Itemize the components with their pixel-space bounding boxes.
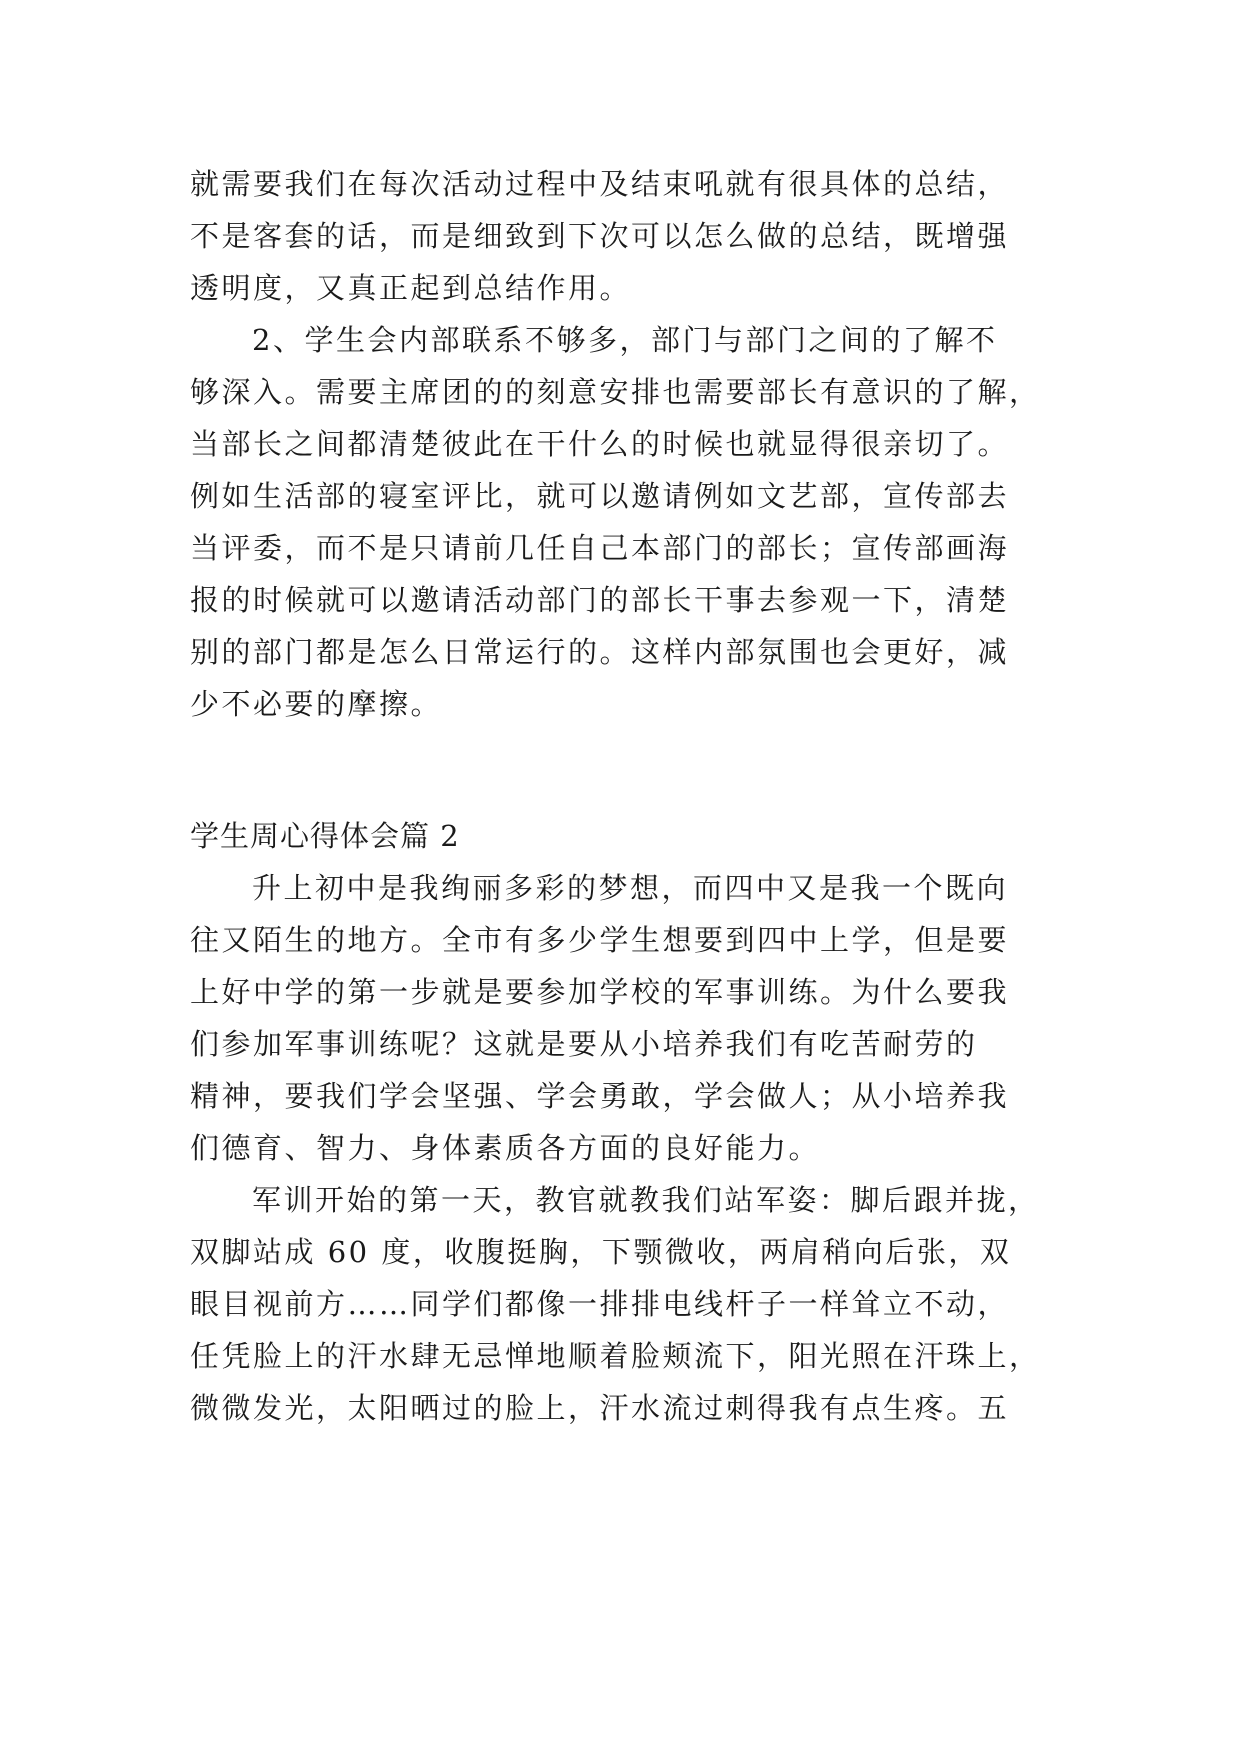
text-line: 上好中学的第一步就是要参加学校的军事训练。为什么要我 xyxy=(190,975,1010,1009)
document-body xyxy=(190,158,1054,1434)
text-line: 2、学生会内部联系不够多，部门与部门之间的了解不 xyxy=(252,323,998,357)
paragraph-intro xyxy=(190,862,1054,1174)
text-line: 透明度，又真正起到总结作用。 xyxy=(190,271,632,305)
paragraph-continued xyxy=(190,158,1054,314)
text-line: 往又陌生的地方。全市有多少学生想要到四中上学，但是要 xyxy=(190,923,1010,957)
text-line: 们德育、智力、身体素质各方面的良好能力。 xyxy=(190,1131,821,1165)
text-line: 升上初中是我绚丽多彩的梦想，而四中又是我一个既向 xyxy=(252,871,1009,905)
text-line: 精神，要我们学会坚强、学会勇敢，学会做人；从小培养我 xyxy=(190,1079,1010,1113)
text-line: 眼目视前方……同学们都像一排排电线杆子一样耸立不动， xyxy=(190,1287,1010,1321)
text-line: 不是客套的话，而是细致到下次可以怎么做的总结，既增强 xyxy=(190,219,1010,253)
paragraph-item-2 xyxy=(190,314,1054,730)
text-line: 当部长之间都清楚彼此在干什么的时候也就显得很亲切了。 xyxy=(190,427,1010,461)
text-line: 别的部门都是怎么日常运行的。这样内部氛围也会更好，减 xyxy=(190,635,1010,669)
text-line: 例如生活部的寝室评比，就可以邀请例如文艺部，宣传部去 xyxy=(190,479,1010,513)
text-line: 就需要我们在每次活动过程中及结束吼就有很具体的总结， xyxy=(190,167,1010,201)
section-heading: 学生周心得体会篇 2 xyxy=(190,819,460,853)
text-line: 军训开始的第一天，教官就教我们站军姿：脚后跟并拢， xyxy=(252,1183,1040,1217)
text-line: 报的时候就可以邀请活动部门的部长干事去参观一下，清楚 xyxy=(190,583,1010,617)
text-line: 双脚站成 60 度，收腹挺胸，下颚微收，两肩稍向后张，双 xyxy=(190,1235,1012,1269)
text-line: 当评委，而不是只请前几任自己本部门的部长；宣传部画海 xyxy=(190,531,1010,565)
text-line: 微微发光，太阳晒过的脸上，汗水流过刺得我有点生疼。五 xyxy=(190,1391,1010,1425)
text-line: 够深入。需要主席团的的刻意安排也需要部长有意识的了解， xyxy=(190,375,1041,409)
paragraph-military-training xyxy=(190,1174,1054,1434)
text-line: 任凭脸上的汗水肆无忌惮地顺着脸颊流下，阳光照在汗珠上， xyxy=(190,1339,1041,1373)
text-line: 少不必要的摩擦。 xyxy=(190,687,443,721)
text-line: 们参加军事训练呢？这就是要从小培养我们有吃苦耐劳的 xyxy=(190,1027,978,1061)
